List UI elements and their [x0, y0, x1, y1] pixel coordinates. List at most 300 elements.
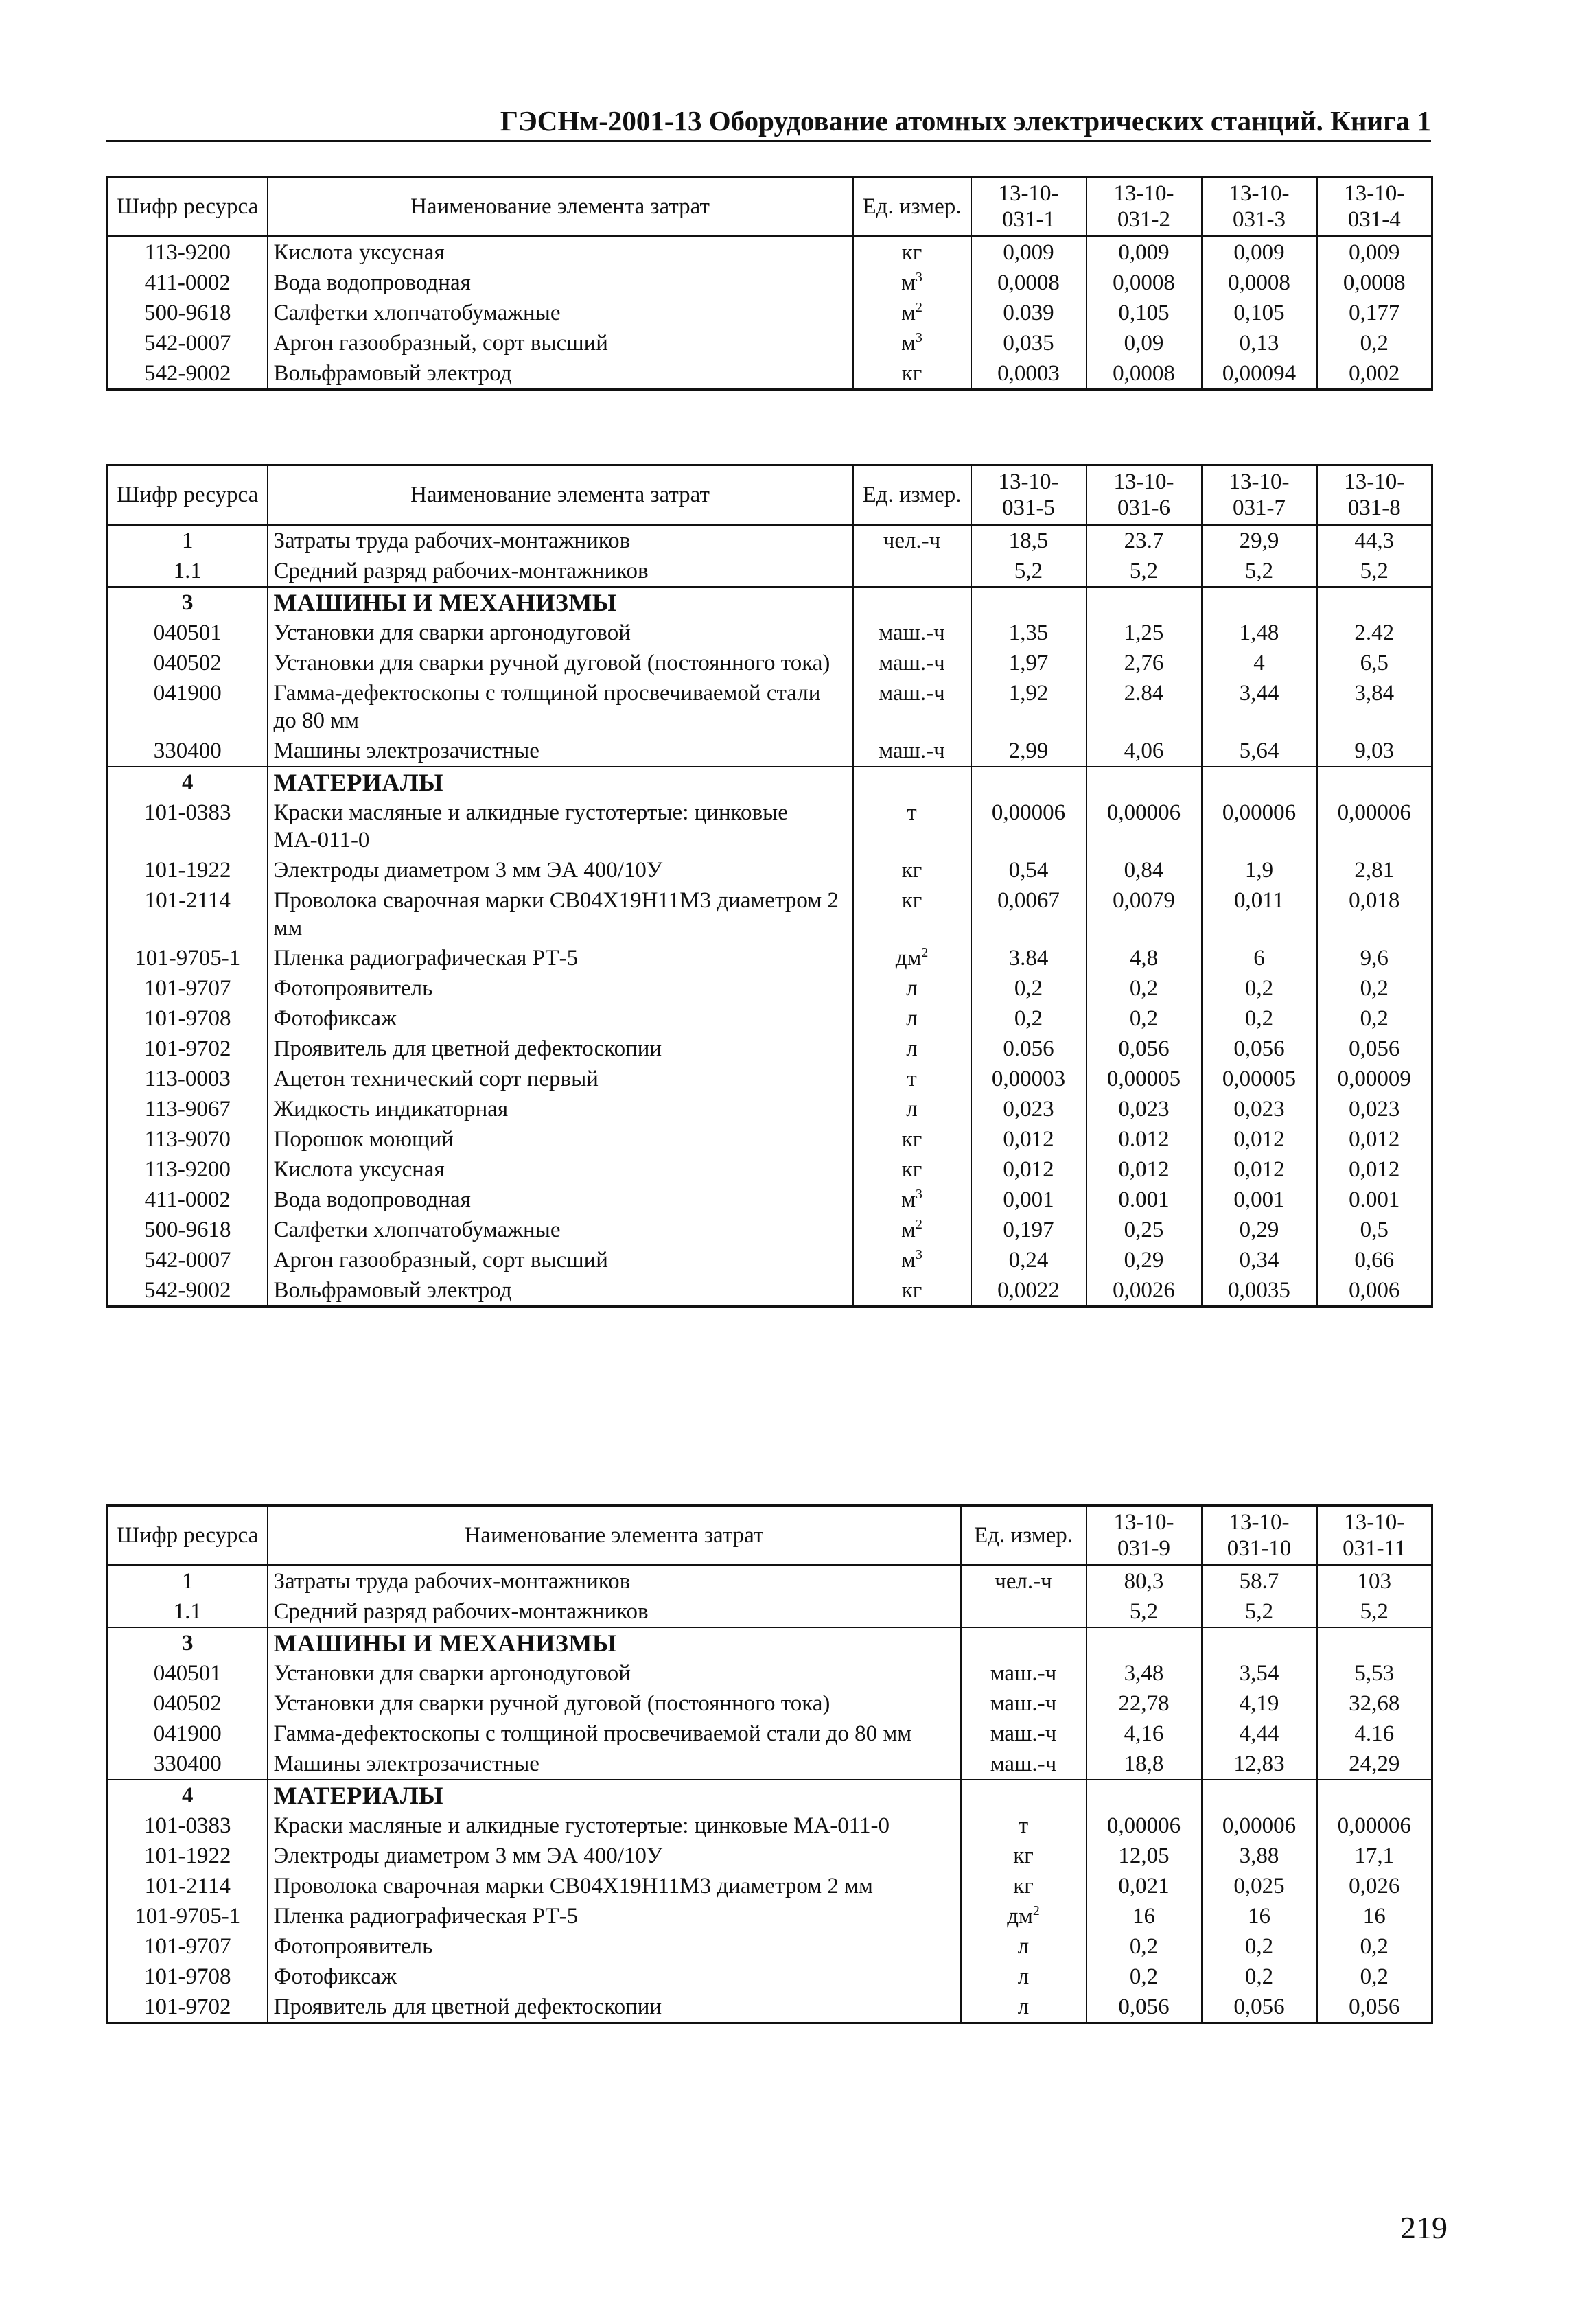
- resource-value: 2,76: [1087, 648, 1202, 678]
- resource-name: Вольфрамовый электрод: [268, 1275, 853, 1307]
- resource-value: 22,78: [1087, 1688, 1202, 1719]
- table-row: [108, 1749, 1432, 1780]
- table-row: [108, 1992, 1432, 2023]
- resource-value: 0,0008: [1087, 268, 1202, 298]
- resource-name: Фотофиксаж: [268, 1003, 853, 1034]
- resource-value: 58.7: [1202, 1566, 1317, 1597]
- resource-value: 2.42: [1317, 618, 1432, 648]
- table-row: [108, 1003, 1432, 1034]
- resource-value: 23.7: [1087, 525, 1202, 557]
- resource-value: 0,012: [1317, 1124, 1432, 1154]
- resource-value: [1087, 1627, 1202, 1658]
- header-name: Наименование элемента затрат: [268, 465, 853, 525]
- resource-unit: [961, 1627, 1087, 1658]
- table-row: [108, 556, 1432, 587]
- resource-code: 101-1922: [108, 1841, 268, 1871]
- resource-value: 0,2: [1317, 973, 1432, 1003]
- resource-value: 0.012: [1087, 1124, 1202, 1154]
- resource-value: 0,056: [1202, 1992, 1317, 2023]
- table-row: [108, 525, 1432, 557]
- unit-exponent: 2: [916, 300, 922, 315]
- resource-value: [1087, 767, 1202, 798]
- resource-value: 0,012: [1202, 1154, 1317, 1185]
- resource-value: 5,2: [1317, 1596, 1432, 1627]
- resource-code: 113-0003: [108, 1064, 268, 1094]
- resource-name: Машины электрозачистные: [268, 1749, 961, 1780]
- resource-name: Электроды диаметром 3 мм ЭА 400/10У: [268, 1841, 961, 1871]
- resource-code: 542-9002: [108, 1275, 268, 1307]
- resource-value: 2,81: [1317, 855, 1432, 885]
- resource-value: 0,2: [1317, 1003, 1432, 1034]
- resource-value: 1,9: [1202, 855, 1317, 885]
- resource-value: 0,2: [1087, 1962, 1202, 1992]
- resource-value: [971, 767, 1087, 798]
- page-number: 219: [1400, 2210, 1448, 2245]
- resource-value: 17,1: [1317, 1841, 1432, 1871]
- resource-unit: л: [961, 1992, 1087, 2023]
- resource-code: 041900: [108, 1719, 268, 1749]
- resource-value: 0,2: [1317, 1931, 1432, 1962]
- resource-unit: кг: [853, 1124, 971, 1154]
- table-row: [108, 678, 1432, 736]
- resource-value: 0,13: [1202, 328, 1317, 358]
- resource-name: Гамма-дефектоскопы с толщиной просвечиваемой стали до 80 мм: [268, 678, 853, 736]
- resource-value: 0,54: [971, 855, 1087, 885]
- resource-name: Аргон газообразный, сорт высший: [268, 1245, 853, 1275]
- resource-name: Установки для сварки аргонодуговой: [268, 618, 853, 648]
- resource-value: 0,012: [1087, 1154, 1202, 1185]
- resource-value: 18,8: [1087, 1749, 1202, 1780]
- table-row: [108, 1658, 1432, 1688]
- resource-name: Пленка радиографическая РТ-5: [268, 943, 853, 973]
- resource-value: 0,001: [971, 1185, 1087, 1215]
- header-norm-code: 13-10- 031-8: [1317, 465, 1432, 525]
- resource-unit: кг: [853, 237, 971, 268]
- resource-unit: л: [853, 1034, 971, 1064]
- resource-unit: т: [961, 1811, 1087, 1841]
- resource-value: 5,2: [971, 556, 1087, 587]
- resource-unit: $м^3$: [853, 268, 971, 298]
- resource-name: Пленка радиографическая РТ-5: [268, 1901, 961, 1931]
- resource-unit: л: [853, 1094, 971, 1124]
- resource-value: 16: [1317, 1901, 1432, 1931]
- resource-value: 18,5: [971, 525, 1087, 557]
- resource-unit: $м^3$: [853, 328, 971, 358]
- resource-name: Ацетон технический сорт первый: [268, 1064, 853, 1094]
- resource-code: 101-2114: [108, 1871, 268, 1901]
- page-header: ГЭСНм-2001-13 Оборудование атомных электрических станций. Книга 1: [106, 103, 1431, 142]
- resource-value: [1087, 587, 1202, 618]
- resource-value: 0,29: [1087, 1245, 1202, 1275]
- table-row: [108, 1566, 1432, 1597]
- resource-value: 0,00006: [1087, 798, 1202, 855]
- resource-unit: $м^3$: [853, 1245, 971, 1275]
- resource-value: 5,2: [1202, 1596, 1317, 1627]
- resource-code: 542-0007: [108, 328, 268, 358]
- resource-value: 3.84: [971, 943, 1087, 973]
- resource-value: [1202, 1780, 1317, 1811]
- resource-code: 101-9705-1: [108, 1901, 268, 1931]
- unit-exponent: 2: [1032, 1903, 1040, 1918]
- resource-value: 2,99: [971, 736, 1087, 767]
- table-row: [108, 1124, 1432, 1154]
- resource-value: [971, 587, 1087, 618]
- header-norm-code: 13-10- 031-9: [1087, 1506, 1202, 1566]
- resource-unit: чел.-ч: [853, 525, 971, 557]
- resource-unit: л: [961, 1962, 1087, 1992]
- resource-name: Порошок моющий: [268, 1124, 853, 1154]
- resource-name: Проволока сварочная марки СВ04Х19Н11М3 диаметром 2 мм: [268, 1871, 961, 1901]
- resource-name: Гамма-дефектоскопы с толщиной просвечиваемой стали до 80 мм: [268, 1719, 961, 1749]
- resource-value: 0,29: [1202, 1215, 1317, 1245]
- resource-unit: кг: [853, 885, 971, 943]
- resource-value: 0,00006: [1317, 798, 1432, 855]
- header-unit: Ед. измер.: [853, 465, 971, 525]
- resource-unit: кг: [961, 1841, 1087, 1871]
- resource-value: 5,2: [1087, 1596, 1202, 1627]
- table-row: [108, 885, 1432, 943]
- resource-value: 0,2: [1202, 1003, 1317, 1034]
- resource-value: 0,0008: [1202, 268, 1317, 298]
- resource-value: 0,0008: [971, 268, 1087, 298]
- table-row: [108, 1185, 1432, 1215]
- resource-unit: кг: [853, 855, 971, 885]
- resource-code: 542-0007: [108, 1245, 268, 1275]
- resource-code: 113-9067: [108, 1094, 268, 1124]
- resource-code: 4: [108, 767, 268, 798]
- table-header-row: [108, 1506, 1432, 1566]
- resource-unit: $дм^2$: [961, 1901, 1087, 1931]
- table-row: [108, 798, 1432, 855]
- resource-name: Салфетки хлопчатобумажные: [268, 1215, 853, 1245]
- resource-value: 32,68: [1317, 1688, 1432, 1719]
- resource-code: 330400: [108, 1749, 268, 1780]
- resource-name: Затраты труда рабочих-монтажников: [268, 525, 853, 557]
- header-unit: Ед. измер.: [961, 1506, 1087, 1566]
- header-norm-code: 13-10- 031-2: [1087, 177, 1202, 237]
- resource-value: 0,0008: [1087, 358, 1202, 390]
- table-row: [108, 1871, 1432, 1901]
- resource-value: 9,03: [1317, 736, 1432, 767]
- resource-value: [1317, 1627, 1432, 1658]
- header-code: Шифр ресурса: [108, 1506, 268, 1566]
- header-norm-code: 13-10- 031-11: [1317, 1506, 1432, 1566]
- resource-name: МАШИНЫ И МЕХАНИЗМЫ: [268, 1627, 961, 1658]
- header-norm-code: 13-10- 031-1: [971, 177, 1087, 237]
- resource-value: 0,66: [1317, 1245, 1432, 1275]
- resource-value: 29,9: [1202, 525, 1317, 557]
- resource-value: 0,00006: [1317, 1811, 1432, 1841]
- resource-unit: т: [853, 1064, 971, 1094]
- resource-code: 101-9707: [108, 973, 268, 1003]
- resource-value: 1,25: [1087, 618, 1202, 648]
- resource-value: 0,056: [1087, 1992, 1202, 2023]
- resource-value: 12,83: [1202, 1749, 1317, 1780]
- table-header-row: [108, 465, 1432, 525]
- table-row: [108, 618, 1432, 648]
- resource-value: [1202, 1627, 1317, 1658]
- resource-value: 0,056: [1317, 1034, 1432, 1064]
- resource-value: 0,00005: [1087, 1064, 1202, 1094]
- resource-value: 0,012: [971, 1154, 1087, 1185]
- resource-code: 101-1922: [108, 855, 268, 885]
- resource-value: 0,056: [1317, 1992, 1432, 2023]
- table-row: [108, 298, 1432, 328]
- resource-value: 1,35: [971, 618, 1087, 648]
- resource-value: 0,012: [1317, 1154, 1432, 1185]
- resource-code: 040502: [108, 648, 268, 678]
- resource-value: 0,011: [1202, 885, 1317, 943]
- resource-value: 5,64: [1202, 736, 1317, 767]
- resource-name: Установки для сварки ручной дуговой (постоянного тока): [268, 1688, 961, 1719]
- resource-code: 101-9707: [108, 1931, 268, 1962]
- resource-code: 542-9002: [108, 358, 268, 390]
- header-code: Шифр ресурса: [108, 177, 268, 237]
- resource-value: 0,00009: [1317, 1064, 1432, 1094]
- table-row: [108, 1931, 1432, 1962]
- resource-name: Проявитель для цветной дефектоскопии: [268, 1034, 853, 1064]
- table-row: [108, 268, 1432, 298]
- resource-value: 0,2: [971, 1003, 1087, 1034]
- resource-value: 0,00006: [1202, 798, 1317, 855]
- resource-name: Вода водопроводная: [268, 1185, 853, 1215]
- resource-unit: кг: [853, 1275, 971, 1307]
- unit-exponent: 3: [916, 1247, 922, 1262]
- resource-unit: кг: [853, 1154, 971, 1185]
- table-header-row: [108, 177, 1432, 237]
- header-norm-code: 13-10- 031-6: [1087, 465, 1202, 525]
- resource-code: 1.1: [108, 556, 268, 587]
- resource-code: 500-9618: [108, 298, 268, 328]
- table-row: [108, 1034, 1432, 1064]
- resource-value: 0,026: [1317, 1871, 1432, 1901]
- resource-table-2: [106, 464, 1433, 1308]
- header-norm-code: 13-10- 031-7: [1202, 465, 1317, 525]
- resource-code: 113-9070: [108, 1124, 268, 1154]
- resource-value: 12,05: [1087, 1841, 1202, 1871]
- resource-value: 0,012: [1202, 1124, 1317, 1154]
- resource-unit: $дм^2$: [853, 943, 971, 973]
- header-code: Шифр ресурса: [108, 465, 268, 525]
- unit-exponent: 2: [916, 1217, 922, 1232]
- resource-code: 101-0383: [108, 1811, 268, 1841]
- resource-value: 0,002: [1317, 358, 1432, 390]
- resource-value: 0,018: [1317, 885, 1432, 943]
- resource-value: 103: [1317, 1566, 1432, 1597]
- resource-code: 1.1: [108, 1596, 268, 1627]
- resource-value: 0,2: [1202, 1962, 1317, 1992]
- section-row: [108, 587, 1432, 618]
- resource-unit: маш.-ч: [961, 1719, 1087, 1749]
- table-row: [108, 736, 1432, 767]
- resource-value: 0,105: [1202, 298, 1317, 328]
- resource-value: 5,53: [1317, 1658, 1432, 1688]
- resource-value: 0,0022: [971, 1275, 1087, 1307]
- resource-value: [1202, 587, 1317, 618]
- resource-name: Фотопроявитель: [268, 1931, 961, 1962]
- resource-name: Установки для сварки аргонодуговой: [268, 1658, 961, 1688]
- resource-name: Фотопроявитель: [268, 973, 853, 1003]
- resource-value: [1087, 1780, 1202, 1811]
- resource-code: 041900: [108, 678, 268, 736]
- resource-code: 101-9702: [108, 1992, 268, 2023]
- resource-unit: кг: [961, 1871, 1087, 1901]
- section-row: [108, 1627, 1432, 1658]
- resource-name: Машины электрозачистные: [268, 736, 853, 767]
- resource-code: 101-9708: [108, 1962, 268, 1992]
- table-row: [108, 237, 1432, 268]
- resource-value: [1317, 1780, 1432, 1811]
- unit-exponent: 3: [916, 330, 922, 345]
- resource-value: 0,2: [1202, 1931, 1317, 1962]
- resource-value: 4,16: [1087, 1719, 1202, 1749]
- resource-value: 0,0067: [971, 885, 1087, 943]
- resource-table-1: [106, 176, 1433, 391]
- resource-value: 0,035: [971, 328, 1087, 358]
- resource-name: Кислота уксусная: [268, 1154, 853, 1185]
- resource-value: 0.039: [971, 298, 1087, 328]
- resource-code: 101-9702: [108, 1034, 268, 1064]
- table-row: [108, 1901, 1432, 1931]
- resource-code: 330400: [108, 736, 268, 767]
- resource-value: 5,2: [1202, 556, 1317, 587]
- table-row: [108, 1094, 1432, 1124]
- resource-value: 2.84: [1087, 678, 1202, 736]
- resource-value: 3,44: [1202, 678, 1317, 736]
- resource-unit: маш.-ч: [853, 736, 971, 767]
- resource-value: 0,84: [1087, 855, 1202, 885]
- resource-value: 0,0026: [1087, 1275, 1202, 1307]
- resource-name: Краски масляные и алкидные густотертые: цинковые МА-011-0: [268, 798, 853, 855]
- resource-value: 0,25: [1087, 1215, 1202, 1245]
- resource-value: [1317, 587, 1432, 618]
- resource-unit: $м^2$: [853, 1215, 971, 1245]
- header-name: Наименование элемента затрат: [268, 177, 853, 237]
- resource-value: 0,197: [971, 1215, 1087, 1245]
- header-name: Наименование элемента затрат: [268, 1506, 961, 1566]
- resource-name: Проявитель для цветной дефектоскопии: [268, 1992, 961, 2023]
- resource-value: 9,6: [1317, 943, 1432, 973]
- resource-unit: кг: [853, 358, 971, 390]
- resource-name: Средний разряд рабочих-монтажников: [268, 1596, 961, 1627]
- resource-value: 0,0003: [971, 358, 1087, 390]
- resource-unit: $м^2$: [853, 298, 971, 328]
- resource-unit: маш.-ч: [853, 678, 971, 736]
- header-norm-code: 13-10- 031-3: [1202, 177, 1317, 237]
- resource-value: 3,54: [1202, 1658, 1317, 1688]
- resource-name: Установки для сварки ручной дуговой (постоянного тока): [268, 648, 853, 678]
- resource-unit: $м^3$: [853, 1185, 971, 1215]
- resource-unit: маш.-ч: [853, 648, 971, 678]
- table-row: [108, 943, 1432, 973]
- resource-unit: л: [961, 1931, 1087, 1962]
- resource-code: 1: [108, 525, 268, 557]
- table-row: [108, 1275, 1432, 1307]
- resource-value: 0,34: [1202, 1245, 1317, 1275]
- resource-code: 1: [108, 1566, 268, 1597]
- resource-code: 101-9708: [108, 1003, 268, 1034]
- resource-code: 101-2114: [108, 885, 268, 943]
- resource-code: 3: [108, 1627, 268, 1658]
- resource-value: 16: [1087, 1901, 1202, 1931]
- table-row: [108, 358, 1432, 390]
- resource-name: Средний разряд рабочих-монтажников: [268, 556, 853, 587]
- resource-code: 113-9200: [108, 237, 268, 268]
- resource-value: 4.16: [1317, 1719, 1432, 1749]
- resource-code: 411-0002: [108, 268, 268, 298]
- resource-value: 3,84: [1317, 678, 1432, 736]
- table-row: [108, 1596, 1432, 1627]
- table-row: [108, 1719, 1432, 1749]
- resource-value: 0,001: [1202, 1185, 1317, 1215]
- resource-value: 3,88: [1202, 1841, 1317, 1871]
- resource-name: Аргон газообразный, сорт высший: [268, 328, 853, 358]
- resource-value: 0,006: [1317, 1275, 1432, 1307]
- resource-value: 0,00005: [1202, 1064, 1317, 1094]
- resource-value: 0,5: [1317, 1215, 1432, 1245]
- resource-code: 040502: [108, 1688, 268, 1719]
- table-row: [108, 648, 1432, 678]
- resource-unit: [853, 556, 971, 587]
- resource-value: 0,24: [971, 1245, 1087, 1275]
- resource-name: МАШИНЫ И МЕХАНИЗМЫ: [268, 587, 853, 618]
- resource-code: 101-9705-1: [108, 943, 268, 973]
- section-row: [108, 1780, 1432, 1811]
- resource-code: 040501: [108, 1658, 268, 1688]
- resource-value: 0,023: [971, 1094, 1087, 1124]
- resource-value: 1,48: [1202, 618, 1317, 648]
- resource-value: [1202, 767, 1317, 798]
- section-row: [108, 767, 1432, 798]
- table-row: [108, 855, 1432, 885]
- table-row: [108, 328, 1432, 358]
- table-row: [108, 973, 1432, 1003]
- resource-value: 6,5: [1317, 648, 1432, 678]
- resource-unit: т: [853, 798, 971, 855]
- resource-code: 411-0002: [108, 1185, 268, 1215]
- resource-value: 0,009: [971, 237, 1087, 268]
- resource-value: 0,056: [1087, 1034, 1202, 1064]
- resource-value: 0.001: [1317, 1185, 1432, 1215]
- resource-value: 0,023: [1087, 1094, 1202, 1124]
- resource-value: 0,056: [1202, 1034, 1317, 1064]
- resource-value: 16: [1202, 1901, 1317, 1931]
- header-norm-code: 13-10- 031-4: [1317, 177, 1432, 237]
- resource-name: Вода водопроводная: [268, 268, 853, 298]
- unit-exponent: 2: [921, 945, 929, 960]
- resource-name: Кислота уксусная: [268, 237, 853, 268]
- resource-value: 5,2: [1087, 556, 1202, 587]
- resource-unit: [961, 1780, 1087, 1811]
- resource-name: Фотофиксаж: [268, 1962, 961, 1992]
- table-row: [108, 1811, 1432, 1841]
- resource-value: 24,29: [1317, 1749, 1432, 1780]
- table-row: [108, 1154, 1432, 1185]
- resource-value: 5,2: [1317, 556, 1432, 587]
- resource-name: Салфетки хлопчатобумажные: [268, 298, 853, 328]
- resource-value: 0,023: [1317, 1094, 1432, 1124]
- resource-value: 80,3: [1087, 1566, 1202, 1597]
- resource-value: 4,44: [1202, 1719, 1317, 1749]
- resource-value: 0,012: [971, 1124, 1087, 1154]
- resource-unit: л: [853, 1003, 971, 1034]
- resource-table-3: [106, 1504, 1433, 2024]
- resource-value: 0,00006: [1087, 1811, 1202, 1841]
- resource-value: 0,2: [1317, 1962, 1432, 1992]
- resource-value: 0,0035: [1202, 1275, 1317, 1307]
- resource-name: МАТЕРИАЛЫ: [268, 767, 853, 798]
- table-row: [108, 1962, 1432, 1992]
